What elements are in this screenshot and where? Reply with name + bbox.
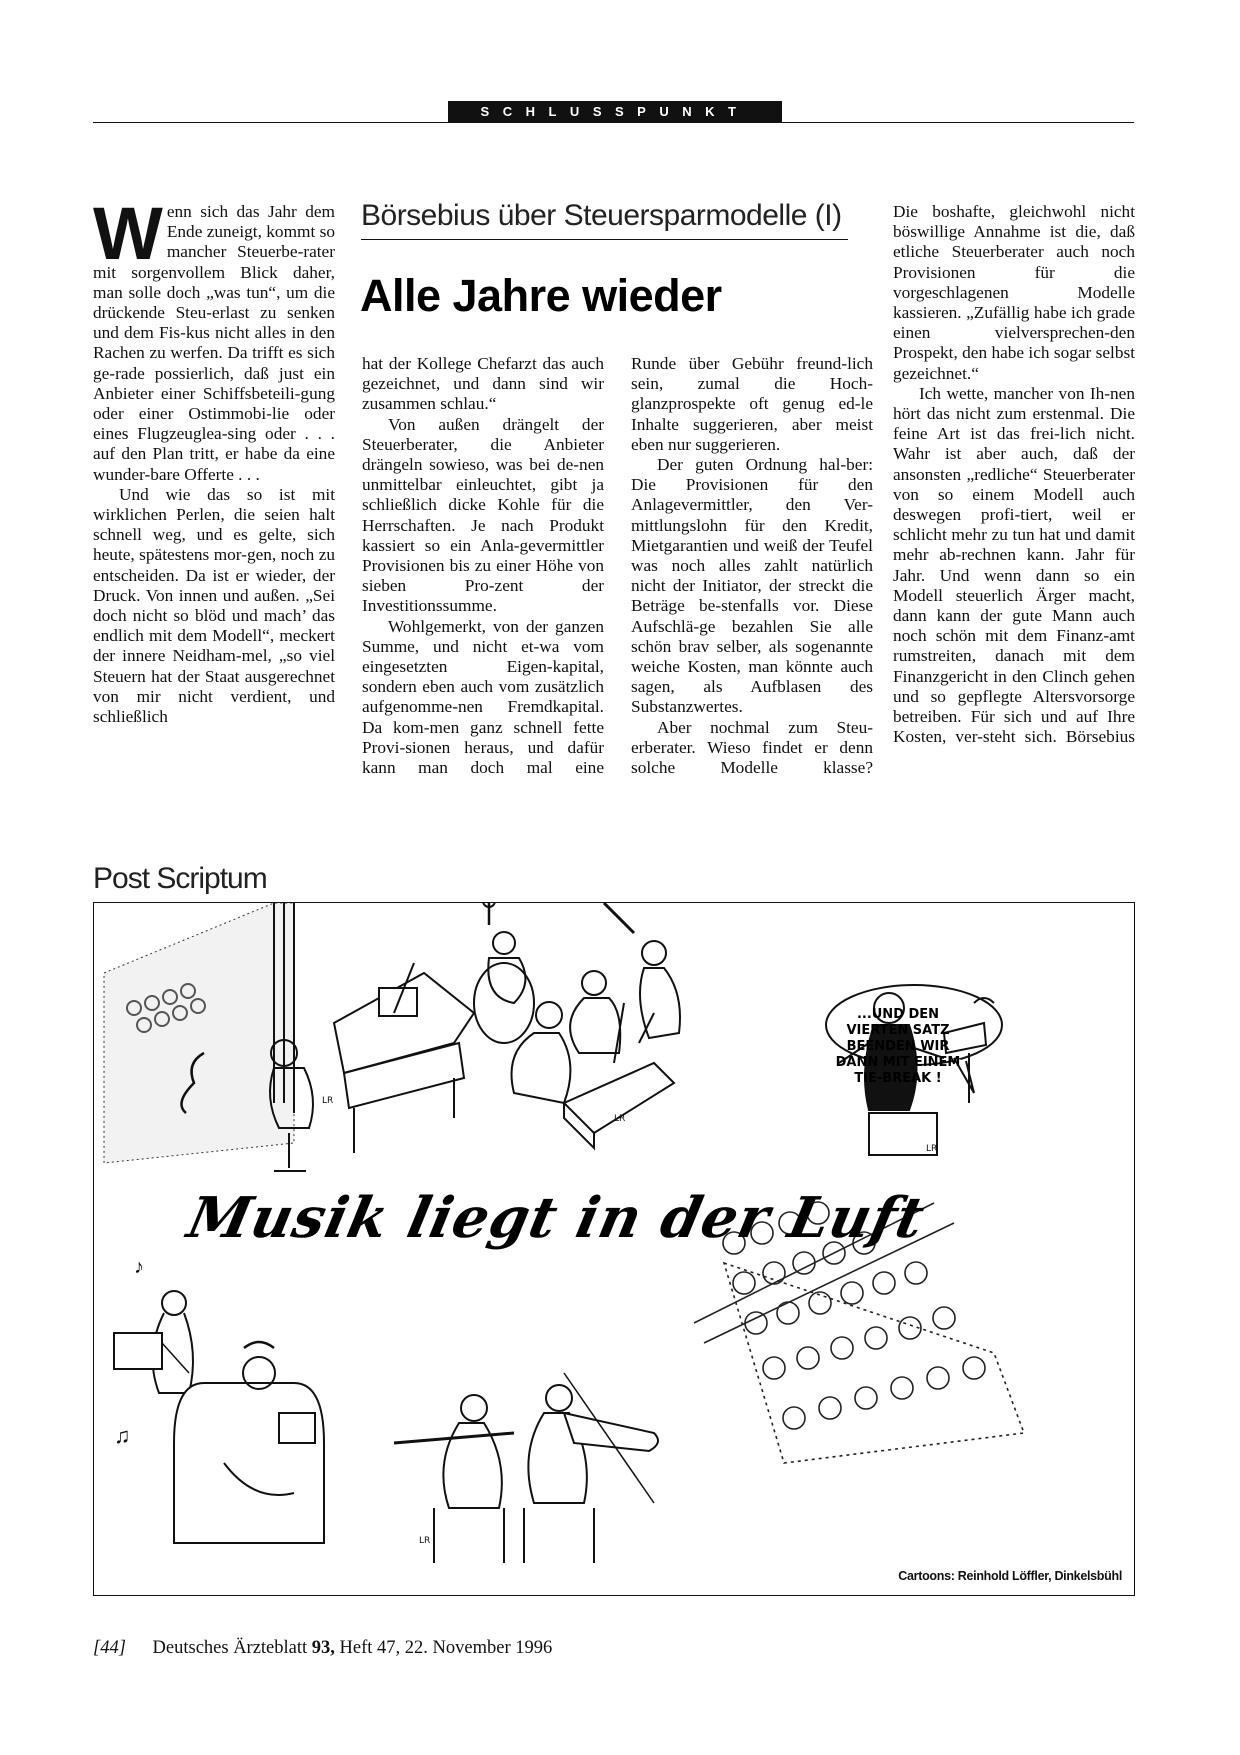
journal-volume: 93, <box>311 1638 335 1658</box>
paragraph-text: enn sich das Jahr dem Ende zuneigt, kommt so mancher Steuerbe-rater mit sorgenvollem Blick daher, man solle doch „was tun“, um die drückende Steu-erlast zu senken und dem Fis-kus nicht alles in den Rachen zu werfen. Da trifft es sich ge-rade possierlich, daß just ein Anbieter einer Schiffsbeteili-gung oder einer Ostimmobi-lie oder eines Flugzeuglea-sing oder . . . auf den Plan tritt, er habe da eine wunder-bare Offerte . . . <box>93 202 335 484</box>
cartoon-title: Musik liegt in der Luft <box>181 1185 931 1251</box>
svg-text:♫: ♫ <box>114 1423 131 1448</box>
armchair-scene <box>114 1256 324 1543</box>
cartoon-credit: Cartoons: Reinhold Löffler, Dinkelsbühl <box>898 1569 1122 1583</box>
musicians-scene <box>394 1373 658 1563</box>
journal-issue: Heft 47, 22. November 1996 <box>339 1638 553 1658</box>
svg-text:♪: ♪ <box>134 1256 144 1278</box>
orchestra-scene <box>474 903 680 1148</box>
speech-bubble-text: ...UND DEN VIERTEN SATZ BEENDEN WIR DANN MIT EINEM TIE-BREAK ! <box>835 1007 961 1086</box>
page-footer <box>93 1638 552 1659</box>
article-column-3 <box>631 354 873 778</box>
article-column-1 <box>93 192 335 727</box>
cartoon-panel <box>93 902 1135 1596</box>
svg-text:LR: LR <box>614 1114 626 1124</box>
header-rule <box>93 122 1134 123</box>
page-number: [44] <box>93 1638 126 1658</box>
article-paragraph: Von außen drängelt der Steuerberater, die Anbieter drängeln sowieso, was bei de-nen unmittelbar einleuchtet, gibt ja schließlich dicke Kohle für die Herrschaften. Je nach Produkt kassiert so ein Anla-gevermittler Provisionen bis zu einer Höhe von sieben Pro-zent der Investitionssumme. <box>362 414 604 616</box>
article-column-2 <box>362 354 604 778</box>
pianist-scene <box>104 903 474 1171</box>
article-headline: Alle Jahre wieder <box>360 270 722 321</box>
svg-text:LR: LR <box>419 1536 431 1546</box>
article-paragraph: Wohlgemerkt, von der ganzen Summe, und nicht et-wa vom eingesetzten Eigen-kapital, sondern eben auch vom zusätzlich aufgenomme-nen Fremdkapital. Da kom-men ganz schnell fette Provi-sionen heraus, und dafür kann man doch mal eine <box>362 616 604 778</box>
article-kicker: Börsebius über Steuersparmodelle (I) <box>361 199 848 240</box>
article-paragraph: Runde über Gebühr freund-lich sein, zumal die Hoch-glanzprospekte oft genug ed-le Inhalte suggerieren, aber meist eben nur suggerieren. <box>631 354 873 454</box>
drop-cap: W <box>93 192 163 275</box>
article-paragraph: Aber nochmal zum Steu-erberater. Wieso findet er denn solche Modelle klasse? <box>631 717 873 778</box>
article-paragraph <box>93 192 335 485</box>
article-column-4 <box>893 202 1135 747</box>
article-paragraph: hat der Kollege Chefarzt das auch gezeichnet, und dann sind wir zusammen schlau.“ <box>362 354 604 414</box>
article-paragraph: Ich wette, mancher von Ih-nen hört das nicht zum erstenmal. Die feine Art ist das frei-lich nicht. Wahr ist aber auch, daß der ansonsten „redliche“ Steuerberater von so einem Modell auch deswegen profi-tiert, weil er schlicht mehr zu tun hat und damit mehr ab-rechnen kann. Jahr für Jahr. Und wenn dann so ein Modell steuerlich Ärger macht, dann kann der gute Mann auch noch schön mit dem Finanz-amt rumstreiten, danach mit dem Finanzgericht in den Clinch gehen und so gepflegte Altersvorsorge betreiben. Für sich und auf Ihre Kosten, ver-steht sich. Börsebius <box>893 383 1135 747</box>
section-label: SCHLUSSPUNKT <box>448 101 782 123</box>
article-paragraph: Der guten Ordnung hal-ber: Die Provisionen für den Anlagevermittler, den Ver-mittlungslohn für den Kredit, Mietgarantien und weiß der Teufel was noch alles zahlt natürlich nicht der Initiator, der streckt die Beträge be-stenfalls vor. Diese Aufschlä-ge bezahlen Sie alle schön brav selber, als sogenannte weiche Kosten, man könnte auch sagen, als Aufblasen des Substanzwertes. <box>631 455 873 717</box>
article-paragraph: Die boshafte, gleichwohl nicht böswillige Annahme ist die, daß etliche Steuerberater auch noch Provisionen für die vorgeschlagenen Modelle kassieren. „Zufällig habe ich grade einen vielversprechen-den Prospekt, den habe ich sogar selbst gezeichnet.“ <box>893 202 1135 383</box>
svg-text:LR: LR <box>926 1144 938 1154</box>
article-paragraph: Und wie das so ist mit wirklichen Perlen, die seien halt schnell weg, und es gelte, sich heute, spätestens mor-gen, noch zu entscheiden. Da ist er wieder, der Druck. Von innen und außen. „Sei doch nicht so blöd und mach’ das endlich mit dem Modell“, meckert der innere Neidham-mel, „so viel Steuern hat der Staat ausgerechnet von mir nicht verdient, und schließlich <box>93 484 335 727</box>
postscript-title: Post Scriptum <box>93 862 267 895</box>
svg-text:LR: LR <box>322 1096 334 1106</box>
journal-name: Deutsches Ärzteblatt <box>152 1638 308 1658</box>
